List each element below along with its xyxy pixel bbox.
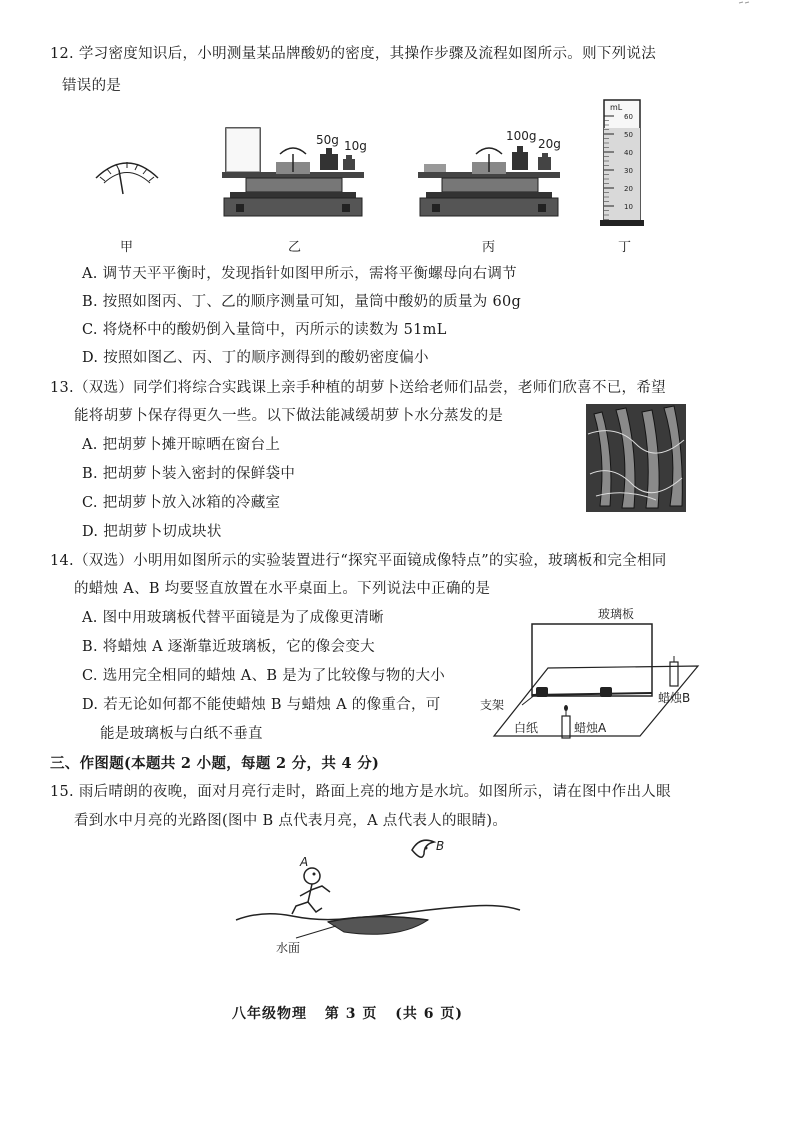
cylinder-tick-label: 50 [624,131,633,139]
q13-option-b: B. 把胡萝卜装入密封的保鲜袋中 [82,466,296,482]
q12-fig-yi-weight-10g: 10g [344,139,367,153]
carrot-photo [586,404,686,512]
q13-stem-line1: 13.（双选）同学们将综合实践课上亲手种植的胡萝卜送给老师们品尝，老师们欣喜不已，希望 [50,380,666,396]
q15-fig-moon-puddle [232,836,522,956]
q14-fig-mirror-setup [476,604,708,744]
q13-option-c: C. 把胡萝卜放入冰箱的冷藏室 [82,495,281,511]
q14-stem-line2: 的蜡烛 A、B 均要竖直放置在水平桌面上。下列说法中正确的是 [74,581,491,597]
q12-fig-yi-weight-50g: 50g [316,133,339,147]
q15-stem-line1: 15. 雨后晴朗的夜晚，面对月亮行走时，路面上亮的地方是水坑。如图所示，请在图中作出人眼 [50,784,671,800]
cylinder-tick-label: 40 [624,149,633,157]
q12-caption-ding: 丁 [618,240,632,255]
q12-option-c: C. 将烧杯中的酸奶倒入量筒中，丙所示的读数为 51mL [82,322,447,338]
q14-label-stand: 支架 [480,698,505,712]
q15-label-a: A [300,855,309,869]
cylinder-tick-label: 20 [624,185,633,193]
page-footer [232,1003,475,1023]
q14-option-a: A. 图中用玻璃板代替平面镜是为了成像更清晰 [82,610,384,626]
q12-option-a: A. 调节天平平衡时，发现指针如图甲所示，需将平衡螺母向右调节 [82,266,517,282]
q12-fig-bing-balance [412,124,567,224]
q12-option-d: D. 按照如图乙、丙、丁的顺序测得到的酸奶密度偏小 [82,350,429,366]
q13-option-d: D. 把胡萝卜切成块状 [82,524,222,540]
q12-stem-line1: 12. 学习密度知识后，小明测量某品牌酸奶的密度，其操作步骤及流程如图所示。则下列说法 [50,46,657,62]
q12-fig-bing-weight-100g: 100g [506,129,537,143]
q12-fig-yi-balance [216,124,371,224]
q12-caption-bing: 丙 [482,240,496,255]
q12-fig-jia-dial [92,150,162,195]
q14-label-candle-b: 蜡烛B [658,691,691,705]
scan-mark [738,0,750,6]
footer-total: (共 6 页) [395,1006,463,1022]
cylinder-tick-label: 30 [624,167,633,175]
q14-option-c: C. 选用完全相同的蜡烛 A、B 是为了比较像与物的大小 [82,668,446,684]
q13-option-a: A. 把胡萝卜摊开晾晒在窗台上 [82,437,281,453]
q14-option-d-cont: 能是玻璃板与白纸不垂直 [100,726,263,742]
q14-option-b: B. 将蜡烛 A 逐渐靠近玻璃板，它的像会变大 [82,639,375,655]
q12-cylinder-unit: mL [610,103,623,112]
footer-page: 第 3 页 [324,1006,378,1022]
q15-label-water: 水面 [276,941,301,955]
q14-label-paper: 白纸 [514,721,539,735]
q15-label-b: B [436,839,445,853]
q12-caption-jia: 甲 [120,240,134,255]
section-3-heading: 三、作图题(本题共 2 小题，每题 2 分，共 4 分) [50,755,380,772]
cylinder-tick-label: 10 [624,203,633,211]
q12-stem-line2: 错误的是 [62,78,122,94]
q14-label-glass: 玻璃板 [598,607,635,621]
q12-option-b: B. 按照如图丙、丁、乙的顺序测量可知，量筒中酸奶的质量为 60g [82,294,522,310]
q14-stem-line1: 14.（双选）小明用如图所示的实验装置进行“探究平面镜成像特点”的实验，玻璃板和完全相同 [50,553,667,569]
q13-stem-line2: 能将胡萝卜保存得更久一些。以下做法能减缓胡萝卜水分蒸发的是 [74,408,504,424]
cylinder-tick-label: 60 [624,113,633,121]
q12-caption-yi: 乙 [288,240,302,255]
footer-subject: 八年级物理 [232,1006,307,1022]
q12-fig-ding-cylinder [600,100,644,228]
q14-option-d: D. 若无论如何都不能使蜡烛 B 与蜡烛 A 的像重合，可 [82,697,441,713]
q15-stem-line2: 看到水中月亮的光路图(图中 B 点代表月亮，A 点代表人的眼睛)。 [74,813,508,829]
q14-label-candle-a: 蜡烛A [574,721,607,735]
q12-fig-bing-weight-20g: 20g [538,137,561,151]
